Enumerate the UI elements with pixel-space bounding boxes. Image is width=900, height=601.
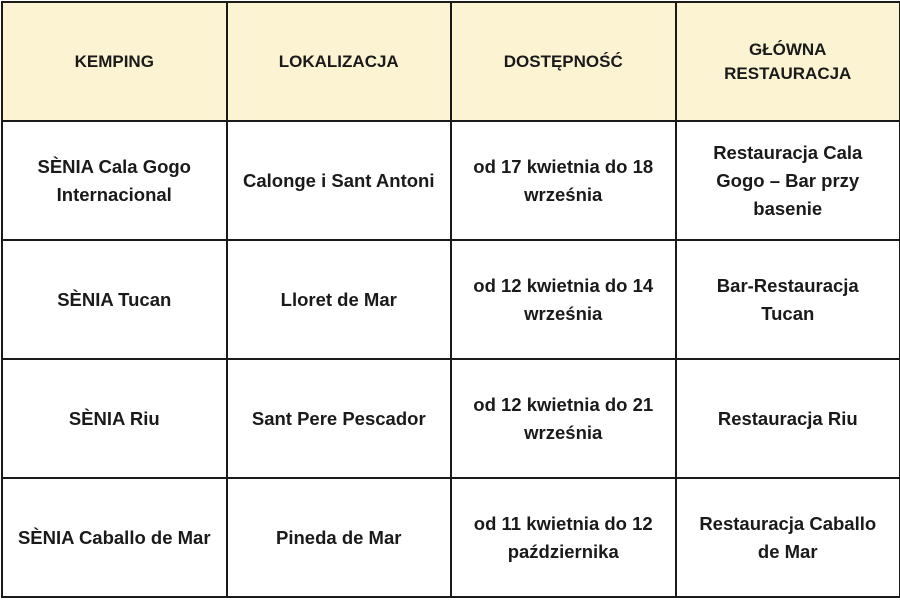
header-row bbox=[2, 2, 900, 121]
cell-kemping: SÈNIA Tucan bbox=[2, 240, 227, 359]
table-row bbox=[2, 240, 900, 359]
cell-kemping: SÈNIA Riu bbox=[2, 359, 227, 478]
cell-lokalizacja: Sant Pere Pescador bbox=[227, 359, 452, 478]
cell-restauracja: Restauracja Riu bbox=[676, 359, 900, 478]
cell-dostepnosc: od 17 kwietnia do 18 września bbox=[451, 121, 676, 240]
header-lokalizacja: LOKALIZACJA bbox=[227, 2, 452, 121]
cell-lokalizacja: Pineda de Mar bbox=[227, 478, 452, 597]
header-kemping: KEMPING bbox=[2, 2, 227, 121]
table-row bbox=[2, 478, 900, 597]
cell-restauracja: Bar-Restauracja Tucan bbox=[676, 240, 900, 359]
table-row bbox=[2, 121, 900, 240]
cell-kemping: SÈNIA Cala Gogo Internacional bbox=[2, 121, 227, 240]
cell-restauracja: Restauracja Cala Gogo – Bar przy basenie bbox=[676, 121, 900, 240]
cell-restauracja: Restauracja Caballo de Mar bbox=[676, 478, 900, 597]
table-body bbox=[2, 121, 900, 597]
cell-lokalizacja: Calonge i Sant Antoni bbox=[227, 121, 452, 240]
cell-lokalizacja: Lloret de Mar bbox=[227, 240, 452, 359]
header-dostepnosc: DOSTĘPNOŚĆ bbox=[451, 2, 676, 121]
cell-dostepnosc: od 11 kwietnia do 12 października bbox=[451, 478, 676, 597]
cell-dostepnosc: od 12 kwietnia do 21 września bbox=[451, 359, 676, 478]
header-glowna-restauracja: GŁÓWNA RESTAURACJA bbox=[676, 2, 900, 121]
cell-kemping: SÈNIA Caballo de Mar bbox=[2, 478, 227, 597]
campsite-table bbox=[1, 1, 900, 598]
cell-dostepnosc: od 12 kwietnia do 14 września bbox=[451, 240, 676, 359]
table-row bbox=[2, 359, 900, 478]
table-header bbox=[2, 2, 900, 121]
